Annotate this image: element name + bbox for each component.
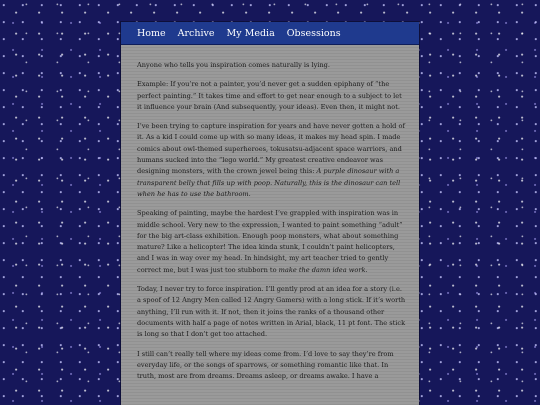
top-nav bbox=[121, 22, 419, 45]
paragraph-4 bbox=[137, 208, 406, 276]
paragraph-4-end: . bbox=[365, 265, 368, 274]
nav-home[interactable]: Home bbox=[137, 27, 166, 39]
paragraph-2: Example: If you’re not a painter, you’d never get a sudden epiphany of “the perfect painting.” It takes time and effort to get near enough to a subject to let it influence your brain (And subsequently, your ideas). Even then, it might not. bbox=[137, 80, 402, 111]
nav-archive[interactable]: Archive bbox=[177, 27, 215, 39]
blog-post bbox=[137, 60, 406, 390]
paragraph-6: I still can’t really tell where my ideas come from. I’d love to say they’re from everyday life, or the songs of sparrows, or something romantic like that. In truth, most are from dreams. Dreams asleep, or dreams awake. I have a bbox=[137, 349, 394, 381]
paragraph-1: Anyone who tells you inspiration comes naturally is lying. bbox=[137, 61, 331, 69]
nav-my-media[interactable]: My Media bbox=[226, 27, 275, 39]
nav-obsessions[interactable]: Obsessions bbox=[286, 27, 341, 39]
paragraph-4-italic: make the damn idea work bbox=[278, 265, 366, 274]
paragraph-3-text: I’ve been trying to capture inspiration for years and have never gotten a hold of it. As a kid I could come up with so many ideas, it makes my head spin. I made comics about owl-themed superheroes, tokusatsu-adjacent space warriors, and humans sucked into the “lego world.” My greatest creative endeavor was designing monsters, with the crown jewel being this: bbox=[137, 122, 405, 176]
paragraph-3-italic: A purple dinosaur with a transparent belly that fills up with poop. Naturally, this is the dinosaur can tell when he has to use the bathroom. bbox=[137, 167, 401, 198]
paragraph-5: Today, I never try to force inspiration. I’ll gently prod at an idea for a story (i.e. a spoof of 12 Angry Men called 12 Angry Gamers) with a long stick. If it’s worth anything, I’ll run with it. If not, then it joins the ranks of a thousand other documents with half a page of notes written in Arial, black, 11 pt font. The stick is long so that I don’t get too attached. bbox=[137, 285, 406, 339]
content-panel bbox=[121, 22, 419, 405]
paragraph-4-text: Speaking of painting, maybe the hardest I’ve grappled with inspiration was in middle school. Very new to the expression, I wanted to paint something “adult” for the big art-class exhibition. Enough poop monsters, what about something mature? Like a helicopter! The idea kinda stunk, I couldn’t paint helicopters, and I was in way over my head. In hindsight, my art teacher tried to gently correct me, but I was just too stubborn to bbox=[137, 209, 403, 274]
paragraph-3 bbox=[137, 121, 406, 200]
